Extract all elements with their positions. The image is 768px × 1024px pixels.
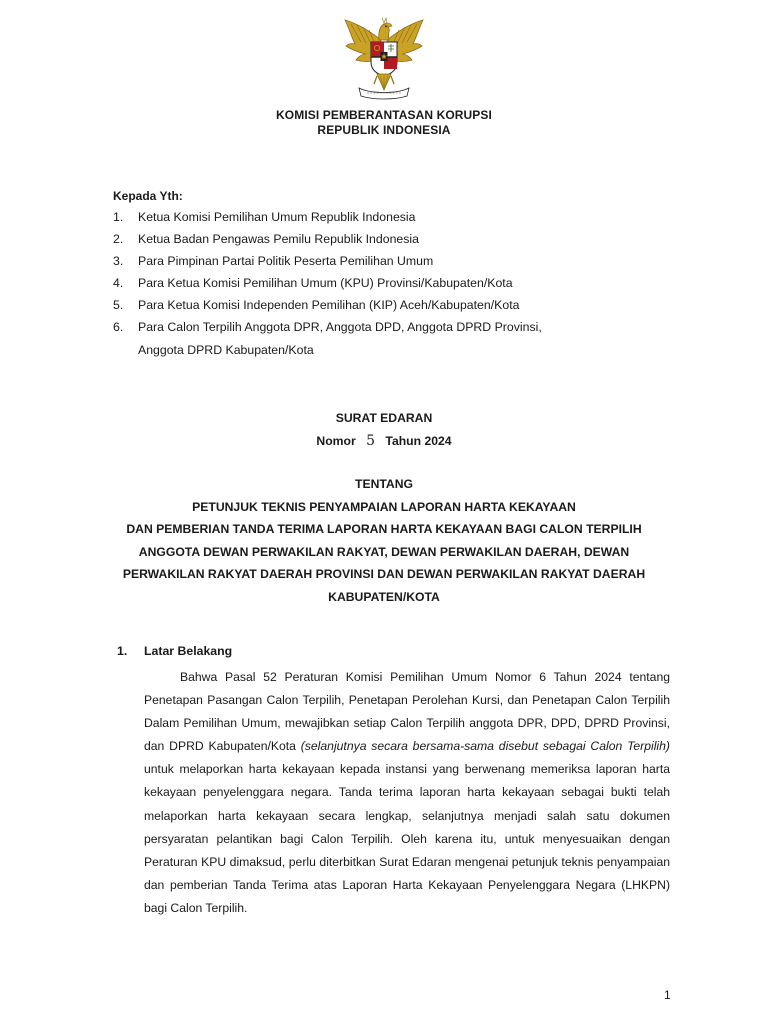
page-number: 1 <box>664 988 671 1002</box>
agency-name: KOMISI PEMBERANTASAN KORUPSI <box>276 108 492 122</box>
circular-title: SURAT EDARAN <box>335 411 433 425</box>
subject-line: DAN PEMBERIAN TANDA TERIMA LAPORAN HARTA KEKAYAAN BAGI CALON TERPILIH <box>126 522 642 536</box>
recipient-number: 6. <box>113 320 124 334</box>
garuda-emblem-icon <box>341 10 427 102</box>
paragraph-italic-text: (selanjutnya secara bersama-sama disebut sebagai Calon Terpilih) <box>300 739 670 754</box>
recipient-text: Anggota DPRD Kabupaten/Kota <box>138 343 314 357</box>
paragraph-text: Bahwa Pasal 52 Peraturan Komisi Pemilihan Umum Nomor 6 Tahun 2024 tentang Penetapan Pasangan Calon Terpilih, Penetapan Perolehan Kursi, dan Penetapan Calon Terpilih Dalam Pemilihan Umum, mewajibkan setiap Calon Terpilih anggota DPR, DPD, DPRD Provinsi, dan DPRD Kabupaten/Kota <box>144 670 670 754</box>
recipient-number: 2. <box>113 232 124 246</box>
recipient-text: Para Ketua Komisi Pemilihan Umum (KPU) Provinsi/Kabupaten/Kota <box>138 276 513 290</box>
paragraph-text: untuk melaporkan harta kekayaan kepada instansi yang berwenang memeriksa laporan harta kekayaan penyelenggara negara. Tanda terima laporan harta kekayaan sebagai bukti telah melaporkan harta kekayaan secara lengkap, selanjutnya menjadi salah satu dokumen persyaratan pelantikan bagi Calon Terpilih. Oleh karena itu, untuk menyesuaikan dengan Peraturan KPU dimaksud, perlu diterbitkan Surat Edaran mengenai petunjuk teknis penyampaian dan pemberian Tanda Terima atas Laporan Harta Kekayaan Penyelenggara Negara (LHKPN) bagi Calon Terpilih. <box>144 762 670 915</box>
recipient-text: Ketua Komisi Pemilihan Umum Republik Indonesia <box>138 210 416 224</box>
nomor-label: Nomor <box>316 434 356 448</box>
tahun-label: Tahun 2024 <box>385 434 452 448</box>
agency-country: REPUBLIK INDONESIA <box>317 123 451 137</box>
circular-number <box>0 433 768 449</box>
recipient-number: 5. <box>113 298 124 312</box>
section-title: Latar Belakang <box>144 644 233 658</box>
recipient-number: 4. <box>113 276 124 290</box>
recipient-text: Para Pimpinan Partai Politik Peserta Pemilihan Umum <box>138 254 434 268</box>
recipient-text: Para Calon Terpilih Anggota DPR, Anggota DPD, Anggota DPRD Provinsi, <box>138 320 542 334</box>
tentang-heading: TENTANG <box>355 477 413 491</box>
section-paragraph <box>144 666 670 920</box>
recipient-number: 1. <box>113 210 124 224</box>
recipient-text: Ketua Badan Pengawas Pemilu Republik Indonesia <box>138 232 419 246</box>
subject-line: PERWAKILAN RAKYAT DAERAH PROVINSI DAN DEWAN PERWAKILAN RAKYAT DAERAH <box>122 567 646 581</box>
recipient-text: Para Ketua Komisi Independen Pemilihan (KIP) Aceh/Kabupaten/Kota <box>138 298 520 312</box>
recipients-heading: Kepada Yth: <box>113 189 183 203</box>
nomor-value: 5 <box>366 433 376 449</box>
section-number: 1. <box>117 644 128 658</box>
recipient-number: 3. <box>113 254 124 268</box>
subject-line: PETUNJUK TEKNIS PENYAMPAIAN LAPORAN HARTA KEKAYAAN <box>192 500 576 514</box>
subject-line: ANGGOTA DEWAN PERWAKILAN RAKYAT, DEWAN PERWAKILAN DAERAH, DEWAN <box>138 545 630 559</box>
subject-line: KABUPATEN/KOTA <box>328 590 440 604</box>
